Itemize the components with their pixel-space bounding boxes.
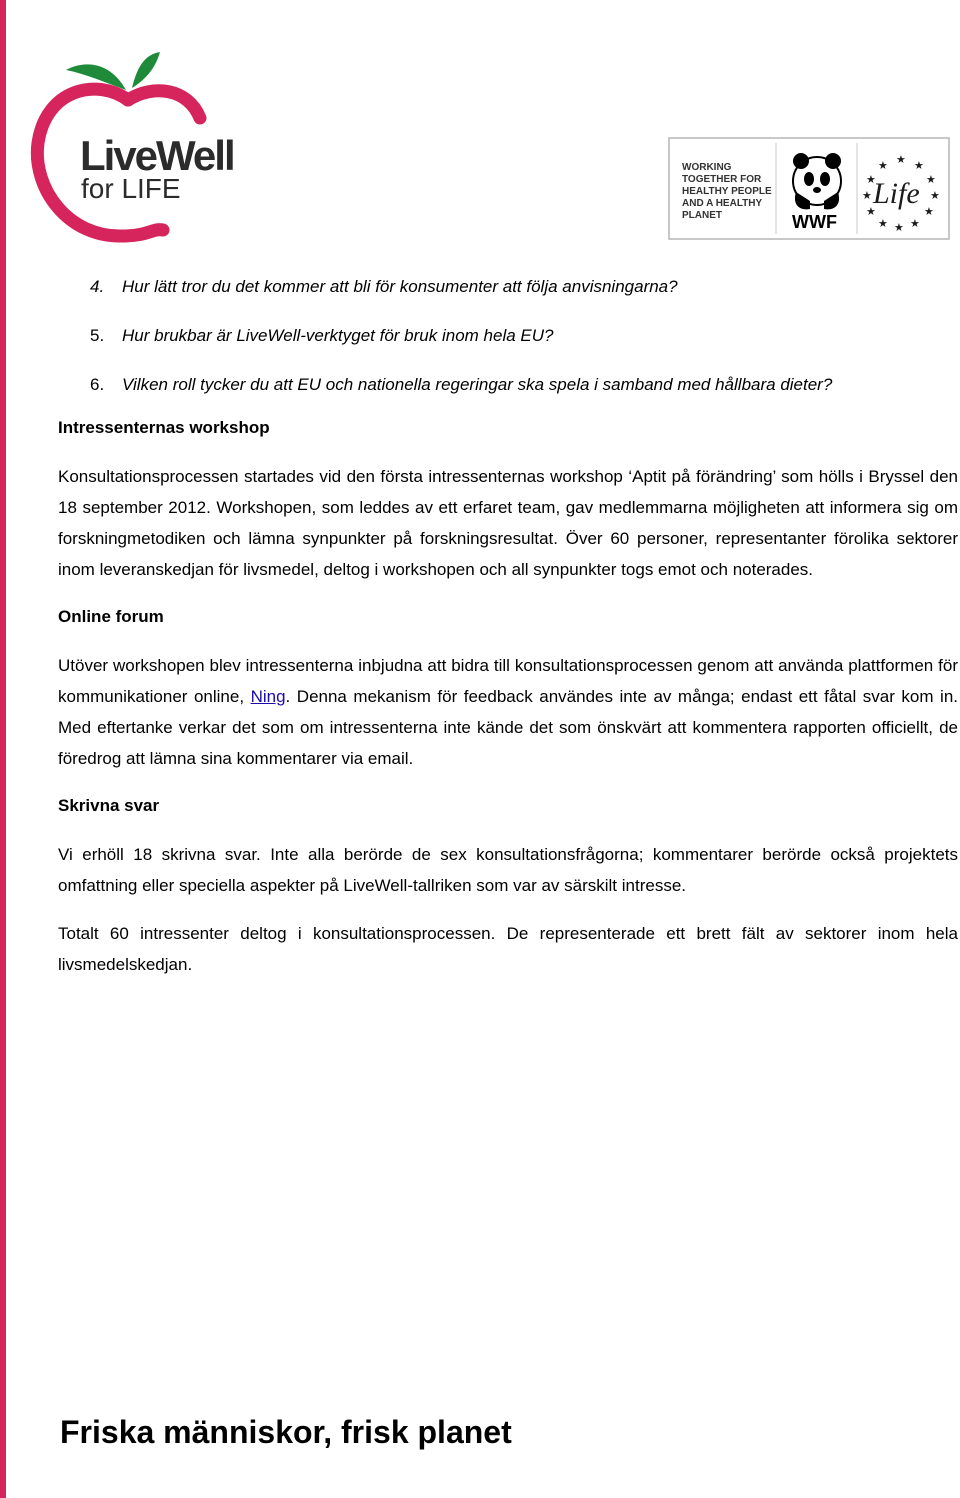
list-item [58, 272, 958, 321]
tagline-line: WORKING [682, 162, 732, 173]
list-item [58, 321, 958, 370]
tagline-line: HEALTHY PEOPLE [682, 186, 772, 197]
for-life-wordmark: for LIFE [81, 173, 181, 204]
panda-icon [793, 153, 841, 209]
svg-text:★: ★ [878, 159, 888, 172]
section-heading-written: Skrivna svar [58, 796, 160, 815]
ning-link[interactable]: Ning [250, 687, 286, 706]
livewell-logo [28, 48, 268, 248]
svg-text:★: ★ [926, 173, 936, 186]
written-paragraph-1: Vi erhöll 18 skrivna svar. Inte alla berörde de sex konsultationsfrågorna; kommentarer berörde också projektets omfattning eller speciella aspekter på LiveWell-tallriken som var av särskilt intresse. [58, 845, 958, 895]
question-text: Hur lätt tror du det kommer att bli för konsumenter att följa anvisningarna? [122, 277, 678, 296]
wwf-wordmark: WWF [792, 212, 837, 232]
svg-text:★: ★ [894, 221, 904, 234]
left-accent-bar [0, 0, 6, 1498]
life-wordmark: Life [873, 177, 920, 210]
section-heading-workshop: Intressenternas workshop [58, 418, 270, 437]
question-list [58, 272, 958, 419]
tagline-line: PLANET [682, 210, 722, 221]
list-number: 4. [90, 277, 105, 296]
question-text: Hur brukbar är LiveWell-verktyget för bruk inom hela EU? [122, 326, 554, 345]
forum-text: Utöver workshopen blev intressenterna inbjudna att bidra till konsultationsprocessen genom att använda plattformen för kommunikationer online, [58, 656, 958, 706]
partner-logos [668, 137, 950, 240]
livewell-wordmark: LiveWell [80, 132, 234, 179]
svg-text:★: ★ [930, 189, 940, 202]
workshop-paragraph: Konsultationsprocessen startades vid den första intressenternas workshop ‘Aptit på förändring’ som hölls i Bryssel den 18 september 2012. Workshopen, som leddes av ett erfaret team, gav medlemmarna möjligheten att informera sig om forskningmetodiken och lämna synpunkter på forskningsresultat. Över 60 personer, representanter förolika sektorer inom leveranskedjan för livsmedel, deltog i workshopen och all synpunkter togs emot och noterades. [58, 467, 958, 579]
svg-text:★: ★ [914, 159, 924, 172]
question-text: Vilken roll tycker du att EU och nationella regeringar ska spela i samband med hållbara dieter? [122, 375, 833, 394]
forum-text: . Denna mekanism för feedback användes inte av många; endast ett fåtal svar kom in. Med eftertanke verkar det som om intressenterna inte kände det som önskvärt att kommentera rapporten officiellt, de föredrog att lämna sina kommentarer via email. [58, 687, 958, 768]
tagline-line: TOGETHER FOR [682, 174, 762, 185]
svg-text:★: ★ [866, 173, 876, 186]
svg-text:★: ★ [862, 189, 872, 202]
forum-paragraph [58, 650, 958, 774]
written-paragraph-2: Totalt 60 intressenter deltog i konsultationsprocessen. De representerade ett brett fält av sektorer inom hela livsmedelskedjan. [58, 924, 958, 974]
svg-text:★: ★ [866, 205, 876, 218]
list-number: 6. [90, 375, 105, 394]
svg-text:★: ★ [896, 153, 906, 166]
svg-text:★: ★ [924, 205, 934, 218]
list-number: 5. [90, 326, 105, 345]
tagline-line: AND A HEALTHY [682, 198, 763, 209]
svg-text:★: ★ [878, 217, 888, 230]
main-content [58, 272, 958, 980]
leaf-icon [132, 52, 160, 88]
footer-slogan: Friska människor, frisk planet [60, 1414, 512, 1450]
svg-text:★: ★ [910, 217, 920, 230]
list-item [58, 370, 958, 419]
section-heading-forum: Online forum [58, 607, 164, 626]
